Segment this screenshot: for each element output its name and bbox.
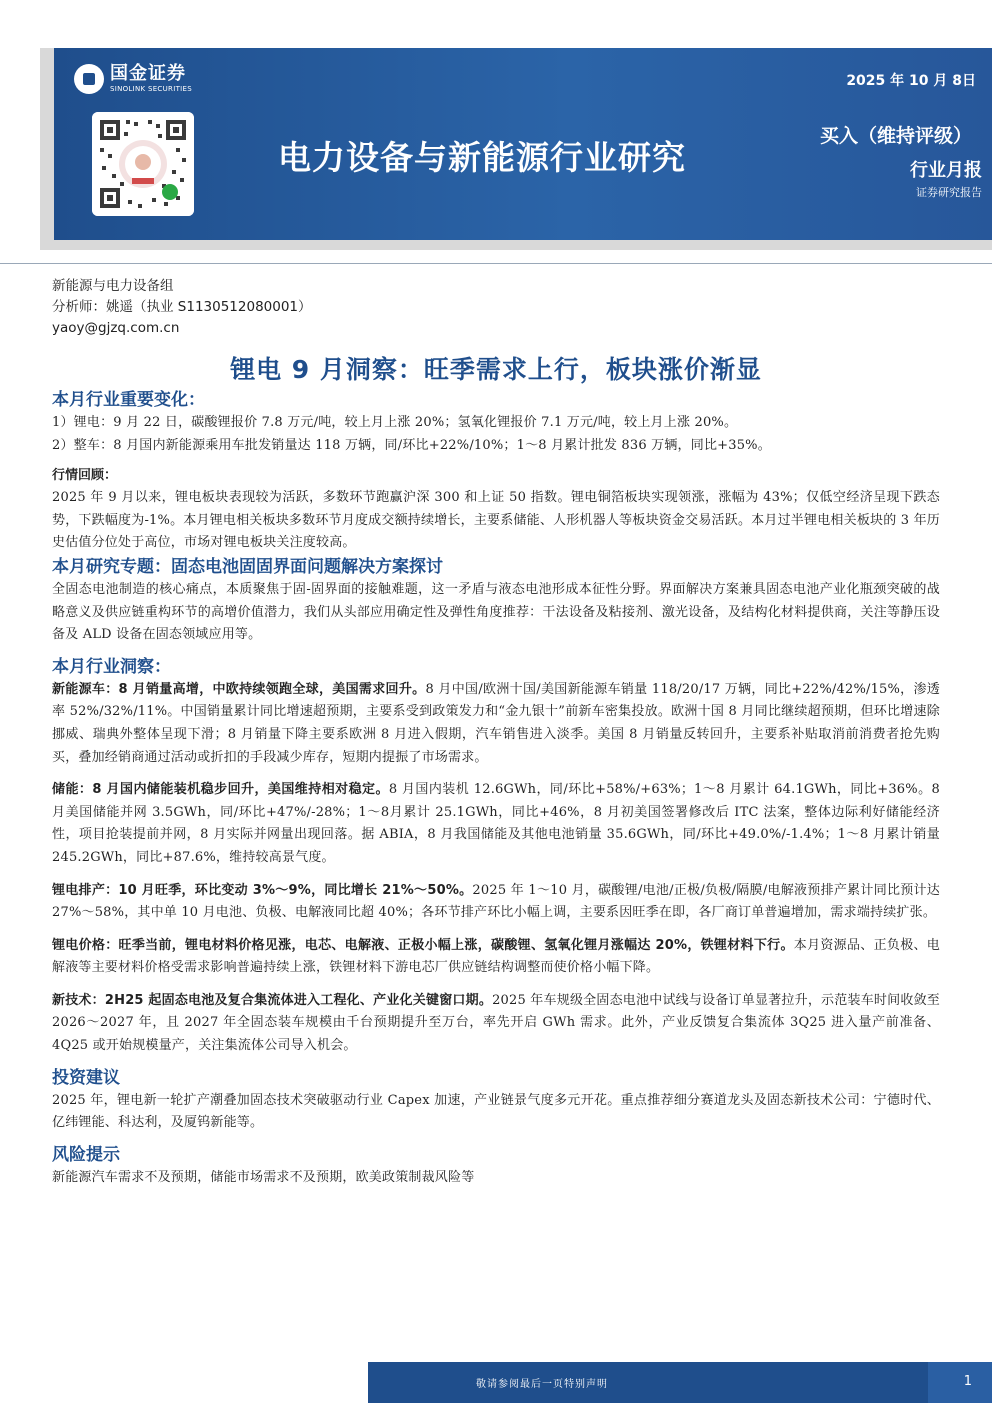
- insight-ev-text: 8 月中国/欧洲十国/美国新能源车销量 118/20/17 万辆，同比+22%/42%/15%，渗透率 52%/32%/11%。中国销量累计同比增速超预期，主要系受到政策发力和“金九银十”前新车密集投放。欧洲十国 8 月同比继续超预期，但环比增速除挪威、瑞典外整体呈现下滑；8 月销量下降主要系欧洲 8 月进入假期，汽车销售进入淡季。美国 8 月销量反转回升，主要系补贴取消前消费者抢先购买，叠加经销商通过活动或折扣的手段减少库存，短期内提振了市场需求。: [52, 681, 941, 765]
- footer-disclaimer[interactable]: 敬请参阅最后一页特别声明: [476, 1379, 608, 1390]
- section-heading-insight: 本月行业洞察：: [52, 656, 171, 677]
- risk-text: 新能源汽车需求不及预期，储能市场需求不及预期，欧美政策制裁风险等: [52, 1169, 475, 1185]
- insight-ev-paragraph: [52, 679, 940, 769]
- section-heading-topic: 本月研究专题：固态电池固固界面问题解决方案探讨: [52, 556, 443, 577]
- rating-label: 买入（维持评级）: [819, 125, 972, 147]
- changes-line-vehicle: 2）整车：8 月国内新能源乘用车批发销量达 118 万辆，同/环比+22%/10%；1～8 月累计批发 836 万辆，同比+35%。: [52, 437, 771, 453]
- report-date: 2025 年 10 月 8日: [846, 73, 976, 89]
- analyst-email[interactable]: yaoy@gjzq.com.cn: [52, 320, 180, 336]
- insight-price-paragraph: [52, 935, 940, 980]
- analyst-block: [52, 276, 312, 339]
- report-series-title: 电力设备与新能源行业研究: [278, 138, 686, 177]
- page-number-box: [928, 1362, 992, 1403]
- section-heading-advice: 投资建议: [52, 1067, 120, 1088]
- header-divider: [0, 263, 992, 264]
- page-footer: [368, 1362, 992, 1403]
- analyst-group: 新能源与电力设备组: [52, 278, 174, 294]
- insight-price-lead: 锂电价格：旺季当前，锂电材料价格见涨，电芯、电解液、正极小幅上涨，碳酸锂、氢氧化锂月涨幅达 20%，铁锂材料下行。: [52, 937, 794, 953]
- market-review-text: 2025 年 9 月以来，锂电板块表现较为活跃，多数环节跑赢沪深 300 和上证 50 指数。锂电铜箔板块实现领涨，涨幅为 43%；仅低空经济呈现下跌态势，下跌幅度为-1%。本月锂电相关板块多数环节月度成交额持续增长，主要系储能、人形机器人等板块资金交易活跃。本月过半锂电相关板块的 3 年历史估值分位处于高位，市场对锂电板块关注度较高。: [52, 490, 940, 551]
- report-category: 证券研究报告: [916, 186, 982, 199]
- insight-schedule-lead: 锂电排产：10 月旺季，环比变动 3%～9%，同比增长 21%～50%。: [52, 882, 473, 898]
- company-logo: [74, 64, 192, 94]
- section-heading-changes: 本月行业重要变化：: [52, 390, 205, 410]
- qr-code-icon: [92, 112, 194, 216]
- insight-ess-lead: 储能：8 月国内储能装机稳步回升，美国维持相对稳定。: [52, 782, 389, 798]
- advice-text: 2025 年，锂电新一轮扩产潮叠加固态技术突破驱动行业 Capex 加速，产业链景气度多元开花。重点推荐细分赛道龙头及固态新技术公司：宁德时代、亿纬锂能、科达利，及厦钨新能等。: [52, 1092, 940, 1131]
- insight-price-text: 本月资源品、正负极、电解液等主要材料价格受需求影响普遍持续上涨，铁锂材料下游电芯厂供应链结构调整而使价格小幅下降。: [52, 937, 941, 976]
- insight-schedule-text: 2025 年 1～10 月，碳酸锂/电池/正极/负极/隔膜/电解液预排产累计同比预计达 27%～58%，其中单 10 月电池、负极、电解液同比超 40%；各环节排产环比小幅上调，主要系因旺季在即，各厂商订单普遍增加，需求端持续扩张。: [52, 882, 941, 921]
- insight-tech-text: 2025 年车规级全固态电池中试线与设备订单显著拉升，示范装车时间收敛至 2026～2027 年，且 2027 年全固态装车规模由千台预期提升至万台，率先开启 GWh 需求。此外，产业反馈复合集流体 3Q25 进入量产前准备、4Q25 或开始规模量产，关注集流体公司导入机会。: [52, 992, 940, 1054]
- page-number: 1: [963, 1374, 972, 1389]
- insight-tech-paragraph: [52, 990, 940, 1058]
- company-name-cn: 国金证券: [110, 63, 186, 84]
- report-body: [52, 388, 940, 1189]
- insight-ess-text: 8 月国内装机 12.6GWh，同/环比+58%/+63%；1～8 月累计 64.1GWh，同比+36%。8月美国储能并网 3.5GWh，同/环比+47%/-28%；1～8月累计 25.1GWh，同比+46%，8 月初美国签署修改后 ITC 法案，整体边际利好储能经济性，项目抢装提前并网，8 月实际并网量出现回落。据 ABIA，8 月我国储能及其他电池销量 35.6GWh，同/环比+49.0%/-1.4%；1～8 月累计销量 245.2GWh，同比+87.6%，维持较高景气度。: [52, 782, 940, 865]
- insight-tech-lead: 新技术：2H25 起固态电池及复合集流体进入工程化、产业化关键窗口期。: [52, 992, 493, 1008]
- insight-schedule-paragraph: [52, 880, 940, 925]
- insight-ev-lead: 新能源车：8 月销量高增，中欧持续领跑全球，美国需求回升。: [52, 681, 426, 697]
- logo-icon: [74, 64, 104, 94]
- main-title: 锂电 9 月洞察：旺季需求上行，板块涨价渐显: [230, 355, 762, 384]
- company-name-en: SINOLINK SECURITIES: [110, 85, 192, 93]
- changes-line-lithium: 1）锂电：9 月 22 日，碳酸锂报价 7.8 万元/吨，较上月上涨 20%；氢氧化锂报价 7.1 万元/吨，较上月上涨 20%。: [52, 415, 738, 430]
- report-type: 行业月报: [910, 160, 982, 181]
- topic-text: 全固态电池制造的核心痛点，本质聚焦于固-固界面的接触难题，这一矛盾与液态电池形成本征性分野。界面解决方案兼具固态电池产业化瓶颈突破的战略意义及供应链重构环节的高增价值潜力，我们从头部应用确定性及弹性角度推荐：干法设备及粘接剂、激光设备，及结构化材料提供商，关注等静压设备及 ALD 设备在固态领域应用等。: [52, 581, 940, 643]
- section-heading-market: 行情回顾：: [52, 468, 118, 484]
- insight-ess-paragraph: [52, 779, 940, 869]
- analyst-name: 分析师：姚遥（执业 S1130512080001）: [52, 299, 312, 315]
- section-heading-risk: 风险提示: [52, 1144, 120, 1165]
